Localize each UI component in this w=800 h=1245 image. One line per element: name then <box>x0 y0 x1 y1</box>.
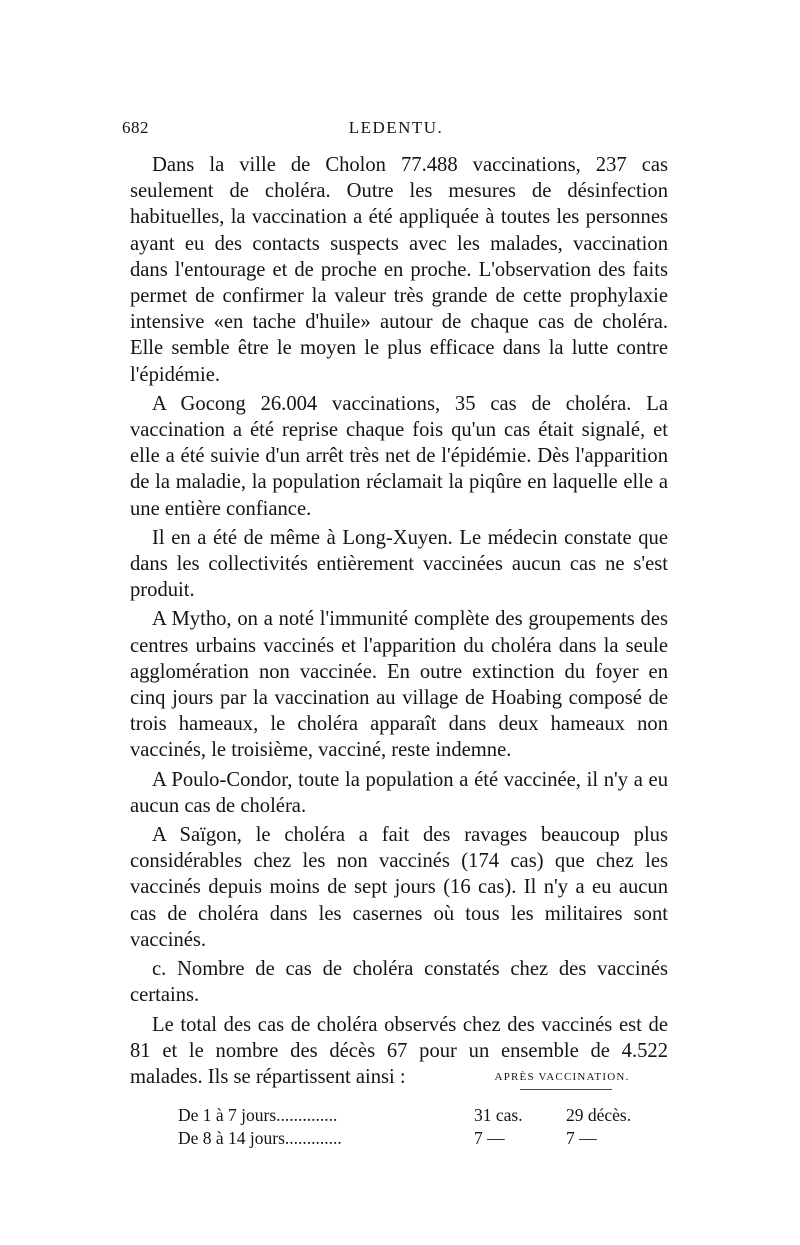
table-row <box>178 1128 648 1152</box>
table-row <box>178 1105 648 1129</box>
paragraph-long-xuyen: Il en a été de même à Long-Xuyen. Le médecin constate que dans les collectivités entièrement vaccinées aucun cas ne s'est produit. <box>130 526 668 602</box>
paragraph-mytho: A Mytho, on a noté l'immunité complète des groupements des centres urbains vaccinés et l'apparition du choléra dans la seule agglomération non vaccinée. En outre extinction du foyer en cinq jours par la vaccination au village de Hoabing composé de trois hameaux, le choléra apparaît dans deux hameaux non vaccinés, le troisième, vacciné, reste indemne. <box>130 608 668 762</box>
section-heading-c: c. Nombre de cas de choléra constatés chez des vaccinés certains. <box>130 958 668 1007</box>
row-label: De 8 à 14 jours............. <box>178 1128 342 1148</box>
paragraph-cholon: Dans la ville de Cholon 77.488 vaccinations, 237 cas seulement de choléra. Outre les mesures de désinfection habituelles, la vaccination a été appliquée à toutes les personnes ayant eu des contacts suspects avec les malades, vaccination dans l'entourage et de proche en proche. L'observation des faits permet de confirmer la valeur très grande de cette prophylaxie intensive «en tache d'huile» autour de chaque cas de choléra. Elle semble être le moyen le plus efficace dans la lutte contre l'épidémie. <box>130 154 668 386</box>
paragraph-saigon: A Saïgon, le choléra a fait des ravages beaucoup plus considérables chez les non vaccinés (174 cas) que chez les vaccinés depuis moins de sept jours (16 cas). Il n'y a eu aucun cas de choléra dans les casernes où tous les militaires sont vaccinés. <box>130 824 668 951</box>
running-title: LEDENTU. <box>348 118 444 137</box>
paragraph-poulo-condor: A Poulo-Condor, toute la population a été vaccinée, il n'y a eu aucun cas de choléra. <box>130 768 668 817</box>
row-deaths: 29 décès. <box>566 1105 632 1125</box>
page-number: 682 <box>122 118 149 137</box>
table-head-rule <box>520 1089 612 1090</box>
row-label: De 1 à 7 jours.............. <box>178 1105 338 1125</box>
row-cases: 31 cas. <box>474 1105 523 1125</box>
row-deaths: 7 — <box>566 1128 597 1148</box>
paragraph-gocong: A Gocong 26.004 vaccinations, 35 cas de choléra. La vaccination a été reprise chaque fois qu'un cas était signalé, et elle a été suivie d'un arrêt très net de l'épidémie. Dès l'apparition de la maladie, la population réclamait la piqûre en laquelle elle a une entière confiance. <box>130 392 668 520</box>
table-column-group-label: APRÈS VACCINATION. <box>494 1071 630 1083</box>
row-cases: 7 — <box>474 1128 505 1148</box>
body-text <box>130 152 668 1093</box>
running-head <box>122 118 670 140</box>
paragraph-total: Le total des cas de choléra observés chez des vaccinés est de 81 et le nombre des décès 67 pour un ensemble de 4.522 malades. Ils se répartissent ainsi : <box>130 1013 668 1088</box>
